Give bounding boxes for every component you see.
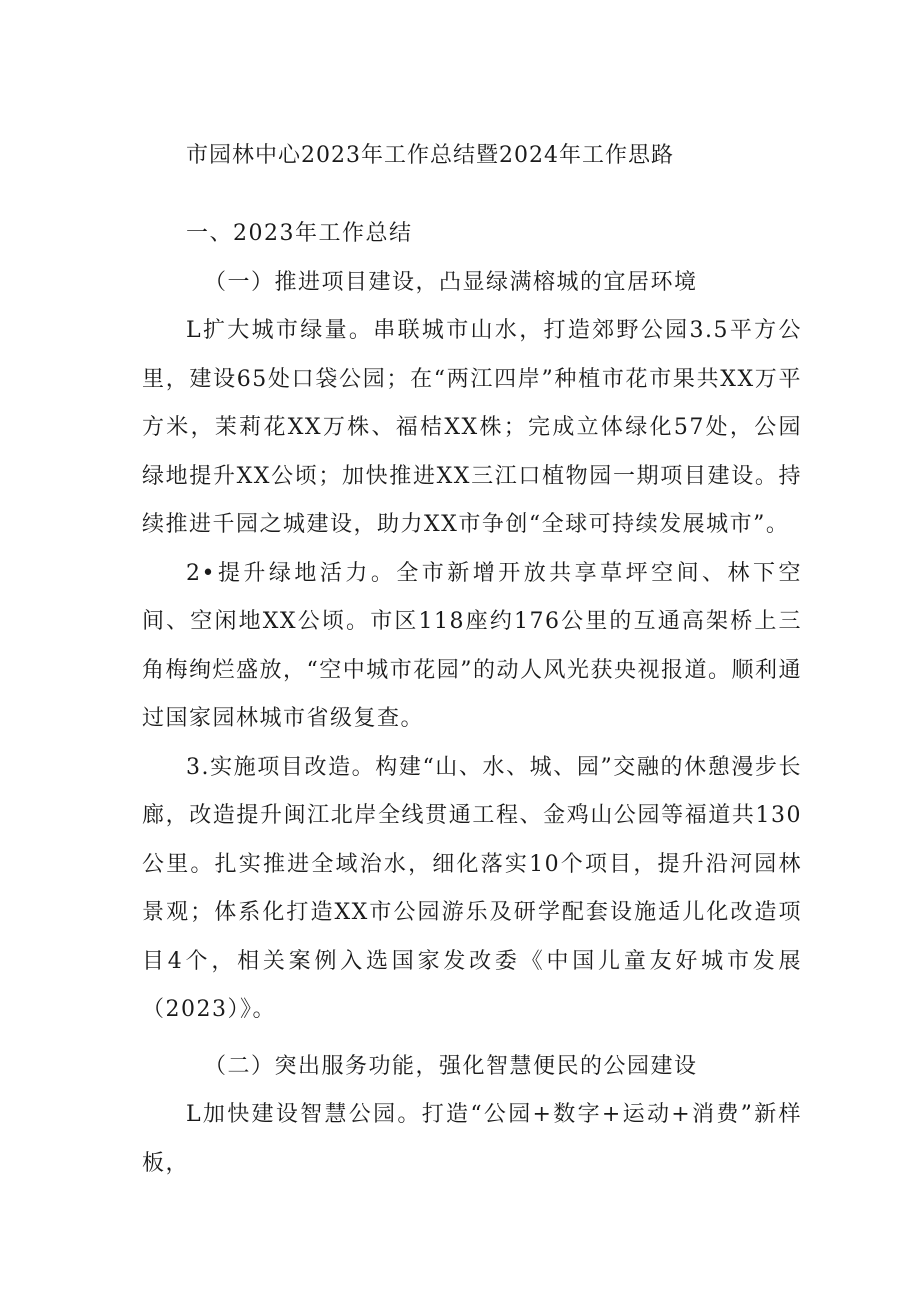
- subsection-heading: （二）突出服务功能，强化智慧便民的公园建设: [204, 1053, 698, 1079]
- paragraph: L扩大城市绿量。串联城市山水，打造郊野公园3.5平方公里，建设65处口袋公园；在“两江四岸”种植市花市果共XX万平方米，茉莉花XX万株、福桔XX株；完成立体绿化57处，公园绿地提升XX公顷；加快推进XX三江口植物园一期项目建设。持续推进千园之城建设，助力XX市争创“全球可持续发展城市”。: [142, 318, 802, 537]
- paragraph: L加快建设智慧公园。打造“公园+数字+运动+消费”新样板，: [142, 1102, 802, 1176]
- document-title: 市园林中心2023年工作总结暨2024年工作思路: [186, 143, 674, 168]
- document-body: [142, 210, 802, 1188]
- paragraph: 2•提升绿地活力。全市新增开放共享草坪空间、林下空间、空闲地XX公顷。市区118座约176公里的互通高架桥上三角梅绚烂盛放，“空中城市花园”的动人风光获央视报道。顺利通过国家园林城市省级复查。: [142, 560, 802, 731]
- subsection-heading: （一）推进项目建设，凸显绿满榕城的宜居环境: [204, 269, 698, 295]
- paragraph: 3.实施项目改造。构建“山、水、城、园”交融的休憩漫步长廊，改造提升闽江北岸全线贯通工程、金鸡山公园等福道共130公里。扎实推进全域治水，细化落实10个项目，提升沿河园林景观；体系化打造XX市公园游乐及研学配套设施适儿化改造项目4个，相关案例入选国家发改委《中国儿童友好城市发展（2023）》。: [142, 754, 802, 1022]
- section-heading: 一、2023年工作总结: [186, 221, 413, 246]
